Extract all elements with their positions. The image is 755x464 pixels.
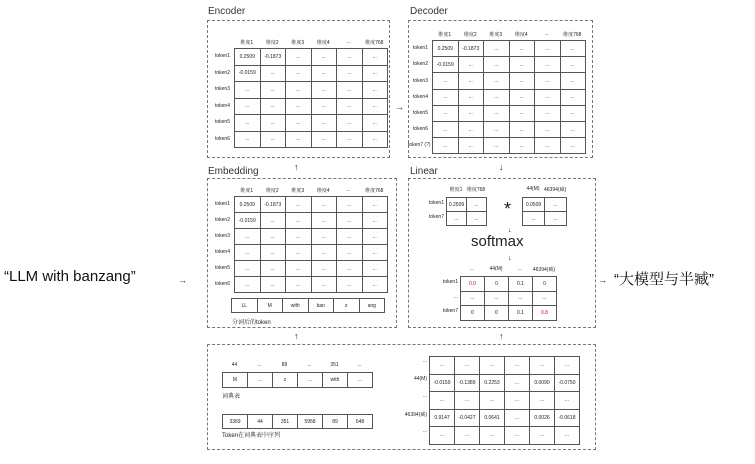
matrix-cell: ... — [555, 427, 580, 445]
embedding-cell: ... — [362, 229, 388, 245]
decoder-cell: ... — [484, 57, 510, 73]
encoder-col-header: ... — [346, 39, 351, 45]
vocab-cell: with — [323, 373, 348, 388]
encoder-row — [235, 65, 388, 82]
sequence-caption: Token在词典表中序列 — [222, 433, 281, 439]
decoder-cell: ... — [433, 121, 459, 137]
decoder-cell: ... — [484, 89, 510, 105]
sequence-cell: 5958 — [298, 415, 323, 429]
embedding-cell: ... — [337, 245, 363, 261]
embedding-cell: ... — [337, 277, 363, 293]
decoder-col-header: 维度1 — [438, 32, 452, 38]
linear-right-cell: 0.0509 — [523, 198, 545, 212]
linear-title: Linear — [410, 166, 438, 177]
vocab-caption: 词典表 — [222, 394, 241, 400]
decoder-cell: ... — [509, 105, 535, 121]
result-header: 46394(臧) — [532, 267, 556, 273]
input-arrow: → — [178, 275, 187, 285]
linear-right-header: 46394(臧) — [544, 187, 567, 193]
decoder-cell: ... — [560, 41, 586, 57]
embedding-row-label: token4 — [214, 249, 230, 255]
linear-left-row-label: token1 — [428, 200, 444, 206]
linear-left-cell: ... — [467, 212, 487, 226]
embedding-col-header: 维度768 — [365, 188, 384, 194]
encoder-cell: ... — [260, 131, 286, 148]
decoder-cell: ... — [535, 57, 561, 73]
result-cell: 0.1 — [509, 277, 533, 292]
encoder-row — [235, 98, 388, 115]
decoder-row-label: token5 — [412, 109, 428, 116]
embedding-cell: ... — [311, 229, 337, 245]
encoder-cell: ... — [286, 131, 312, 148]
encoder-cell: ... — [337, 131, 363, 148]
decoder-cell: ... — [560, 89, 586, 105]
result-cell: ... — [533, 291, 557, 306]
encoder-row-label: token5 — [214, 119, 230, 126]
encoder-cell: -0.1873 — [260, 49, 286, 66]
result-cell: ... — [461, 291, 485, 306]
decoder-row — [433, 73, 586, 89]
decoder-cell: ... — [535, 41, 561, 57]
encoder-cell: ... — [286, 98, 312, 115]
decoder-cell: ... — [509, 41, 535, 57]
encoder-to-decoder-arrow: → — [395, 102, 404, 112]
decoder-cell: ... — [484, 105, 510, 121]
embedding-cell: -0.1873 — [260, 197, 286, 213]
encoder-row-label: token2 — [214, 69, 230, 76]
embedding-cell: ... — [362, 261, 388, 277]
sequence-cell: 351 — [273, 415, 298, 429]
decoder-row-label: token6 — [412, 126, 428, 133]
decoder-row-label: token2 — [412, 61, 428, 68]
encoder-cell: -0.0159 — [235, 65, 261, 82]
decoder-cell: ... — [535, 73, 561, 89]
decoder-row — [433, 89, 586, 105]
decoder-cell: ... — [458, 73, 484, 89]
linear-left-table — [446, 197, 487, 226]
encoder-cell: ... — [337, 115, 363, 132]
result-cell: 0.0 — [461, 277, 485, 292]
matrix-row-label: 44(M) — [413, 375, 427, 382]
token-cell: with — [283, 299, 309, 313]
embedding-col-header: 维度2 — [265, 188, 279, 194]
encoder-cell: ... — [362, 131, 388, 148]
embedding-row-label: token1 — [214, 201, 230, 207]
encoder-cell: ... — [260, 115, 286, 132]
embedding-row — [235, 229, 388, 245]
vocab-index: 89 — [281, 362, 288, 368]
decoder-table — [432, 40, 586, 154]
decoder-row-label: token7 (?) — [408, 142, 431, 149]
matrix-cell: ... — [505, 357, 530, 375]
linear-right-cell: ... — [545, 198, 567, 212]
embedding-row-label: token6 — [214, 281, 230, 287]
linear-left-row-label: token7 — [428, 214, 444, 220]
output-text: “大模型与半臧” — [614, 271, 714, 288]
encoder-cell: ... — [311, 115, 337, 132]
encoder-title: Encoder — [208, 6, 246, 17]
decoder-row — [433, 121, 586, 137]
embedding-matrix-table — [429, 356, 580, 445]
embedding-cell: ... — [235, 277, 261, 293]
decoder-cell: ... — [560, 121, 586, 137]
encoder-row-label: token1 — [214, 53, 230, 60]
encoder-cell: ... — [362, 49, 388, 66]
matrix-cell: ... — [505, 427, 530, 445]
down-arrow-2: ↓ — [508, 255, 512, 262]
matrix-cell: ... — [480, 357, 505, 375]
matrix-cell: ... — [455, 392, 480, 410]
tokens-caption: 分词后的token — [232, 320, 271, 326]
decoder-cell: ... — [560, 73, 586, 89]
decoder-to-linear-arrow: ↓ — [499, 162, 504, 172]
encoder-cell: ... — [337, 98, 363, 115]
decoder-cell: ... — [433, 89, 459, 105]
embedding-cell: ... — [362, 213, 388, 229]
linear-left-cell: ... — [467, 198, 487, 212]
result-cell: 0 — [461, 306, 485, 321]
result-table — [460, 276, 557, 321]
matrix-cell: 0.2253 — [480, 374, 505, 392]
sequence-cell: 648 — [348, 415, 373, 429]
embedding-cell: ... — [362, 197, 388, 213]
matrix-cell: 0.0026 — [530, 409, 555, 427]
vocab-to-embedding-arrow: ↑ — [294, 331, 299, 341]
linear-right-table — [522, 197, 567, 226]
embedding-row — [235, 261, 388, 277]
sequence-cell: 44 — [248, 415, 273, 429]
result-cell: 0 — [485, 277, 509, 292]
embedding-cell: ... — [311, 197, 337, 213]
matrix-cell: ... — [430, 357, 455, 375]
decoder-cell: ... — [484, 73, 510, 89]
decoder-col-header: 维度2 — [463, 32, 477, 38]
decoder-row — [433, 41, 586, 57]
vocab-index: 351 — [330, 362, 339, 368]
vocab-index: ... — [257, 362, 262, 368]
decoder-cell: ... — [458, 89, 484, 105]
matrix-cell: 0.0641 — [480, 409, 505, 427]
decoder-col-header: ... — [544, 31, 549, 37]
token-cell: LL — [232, 299, 258, 313]
embedding-to-encoder-arrow: ↑ — [294, 162, 299, 172]
matrix-cell: ... — [430, 392, 455, 410]
decoder-title: Decoder — [410, 6, 448, 17]
encoder-cell: ... — [260, 82, 286, 99]
output-arrow: → — [598, 275, 607, 285]
vocab-cell: M — [223, 373, 248, 388]
embedding-cell: ... — [337, 213, 363, 229]
vocab-cell: ... — [348, 373, 373, 388]
token-cell: ban — [308, 299, 334, 313]
decoder-row-label: token1 — [412, 45, 428, 52]
encoder-cell: ... — [286, 115, 312, 132]
embedding-cell: ... — [286, 261, 312, 277]
decoder-row-label: token3 — [412, 77, 428, 84]
matrix-cell: -0.0159 — [430, 374, 455, 392]
embedding-cell: ... — [286, 277, 312, 293]
linear-left-cell: ... — [447, 212, 467, 226]
result-cell: 0.8 — [533, 306, 557, 321]
embedding-col-header: ... — [346, 187, 351, 193]
decoder-cell: ... — [484, 138, 510, 154]
decoder-cell: ... — [458, 121, 484, 137]
embedding-tokens-table — [231, 298, 385, 313]
encoder-cell: ... — [337, 65, 363, 82]
linear-left-header: 维度768 — [466, 187, 486, 193]
embedding-row-label: token5 — [214, 265, 230, 271]
matrix-cell: 0.0090 — [530, 374, 555, 392]
decoder-cell: ... — [509, 138, 535, 154]
decoder-row — [433, 57, 586, 73]
decoder-cell: ... — [535, 105, 561, 121]
decoder-cell: ... — [458, 57, 484, 73]
matrix-cell: -0.1389 — [455, 374, 480, 392]
encoder-cell: ... — [311, 49, 337, 66]
encoder-col-header: 维度2 — [265, 40, 279, 46]
encoder-cell: ... — [260, 98, 286, 115]
matrix-cell: ... — [555, 392, 580, 410]
vocab-index: ... — [307, 362, 312, 368]
encoder-cell: ... — [235, 98, 261, 115]
encoder-cell: ... — [311, 65, 337, 82]
embedding-cell: ... — [235, 245, 261, 261]
embedding-title: Embedding — [208, 166, 259, 177]
embedding-cell: ... — [311, 245, 337, 261]
embedding-cell: ... — [337, 261, 363, 277]
decoder-cell: ... — [509, 73, 535, 89]
linear-left-header: 维度1 — [449, 187, 463, 193]
result-cell: ... — [509, 291, 533, 306]
embedding-cell: ... — [286, 229, 312, 245]
embedding-cell: ... — [260, 245, 286, 261]
encoder-cell: 0.2509 — [235, 49, 261, 66]
embedding-cell: ... — [260, 277, 286, 293]
encoder-col-header: 维度4 — [316, 40, 330, 46]
embedding-cell: ... — [311, 213, 337, 229]
encoder-col-header: 维度3 — [291, 40, 305, 46]
encoder-cell: ... — [362, 65, 388, 82]
embedding-cell: ... — [286, 213, 312, 229]
embedding-cell: ... — [286, 197, 312, 213]
softmax-label: softmax — [471, 233, 524, 250]
embedding-col-header: 维度4 — [316, 188, 330, 194]
embedding-row — [235, 277, 388, 293]
linear-right-cell: ... — [545, 212, 567, 226]
encoder-cell: ... — [362, 82, 388, 99]
linear-right-cell: ... — [523, 212, 545, 226]
result-cell: 0.1 — [509, 306, 533, 321]
linear-right-header: 44(M) — [526, 186, 540, 192]
matrix-cell: -0.0618 — [555, 409, 580, 427]
embedding-row — [235, 213, 388, 229]
embedding-row — [235, 197, 388, 213]
embedding-cell: ... — [235, 261, 261, 277]
encoder-row-label: token4 — [214, 102, 230, 109]
embedding-cell: ... — [260, 261, 286, 277]
matrix-cell: ... — [505, 374, 530, 392]
embedding-row — [235, 245, 388, 261]
encoder-cell: ... — [311, 98, 337, 115]
encoder-cell: ... — [260, 65, 286, 82]
encoder-col-header: 维度1 — [240, 40, 254, 46]
multiply-symbol: * — [504, 199, 512, 219]
matrix-cell: ... — [530, 392, 555, 410]
encoder-row — [235, 82, 388, 99]
encoder-cell: ... — [235, 131, 261, 148]
matrix-cell: -0.0750 — [555, 374, 580, 392]
token-cell: M — [257, 299, 283, 313]
matrix-cell: ... — [505, 409, 530, 427]
decoder-row — [433, 138, 586, 154]
encoder-cell: ... — [311, 131, 337, 148]
matrix-cell: -0.0427 — [455, 409, 480, 427]
decoder-cell: 0.2509 — [433, 41, 459, 57]
result-header: ... — [469, 266, 475, 272]
decoder-col-header: 维度3 — [489, 32, 503, 38]
embedding-cell: ... — [235, 229, 261, 245]
encoder-cell: ... — [362, 115, 388, 132]
encoder-cell: ... — [286, 65, 312, 82]
encoder-cell: ... — [311, 82, 337, 99]
matrix-row-label: ... — [422, 393, 427, 399]
decoder-cell: ... — [433, 138, 459, 154]
sequence-cell: 89 — [323, 415, 348, 429]
vocab-index: 44 — [231, 362, 238, 368]
decoder-cell: ... — [560, 57, 586, 73]
decoder-row-label: token4 — [412, 93, 428, 100]
vocab-cell: ... — [248, 373, 273, 388]
encoder-row — [235, 49, 388, 66]
embedding-cell: -0.0159 — [235, 213, 261, 229]
down-arrow-1: ↓ — [508, 227, 512, 234]
vocab-index: ... — [357, 362, 362, 368]
embedding-cell: ... — [260, 229, 286, 245]
decoder-cell: ... — [433, 105, 459, 121]
decoder-cell: -0.0159 — [433, 57, 459, 73]
embedding-cell: ... — [362, 245, 388, 261]
decoder-cell: ... — [509, 89, 535, 105]
decoder-cell: -0.1873 — [458, 41, 484, 57]
vocab-cell: z — [273, 373, 298, 388]
embedding-cell: ... — [260, 213, 286, 229]
vocab-cell: ... — [298, 373, 323, 388]
decoder-row — [433, 105, 586, 121]
encoder-cell: ... — [235, 115, 261, 132]
encoder-cell: ... — [235, 82, 261, 99]
matrix-cell: ... — [480, 427, 505, 445]
encoder-table — [234, 48, 388, 148]
embedding-cell: ... — [311, 261, 337, 277]
encoder-col-header: 维度768 — [365, 40, 384, 46]
input-text: “LLM with banzang” — [4, 268, 136, 285]
decoder-col-header: 维度768 — [563, 32, 582, 38]
matrix-row-label: ... — [422, 428, 427, 434]
decoder-cell: ... — [509, 121, 535, 137]
matrix-cell: ... — [480, 392, 505, 410]
sequence-cell: 3369 — [223, 415, 248, 429]
vocab-table — [222, 372, 373, 388]
matrix-cell: ... — [430, 427, 455, 445]
encoder-row — [235, 131, 388, 148]
result-row-label: token1 — [442, 279, 458, 285]
result-header: 44(M) — [489, 266, 503, 272]
matrix-row-label: 46394(臧) — [404, 411, 427, 418]
matrix-cell: ... — [505, 392, 530, 410]
encoder-row-label: token3 — [214, 86, 230, 93]
encoder-cell: ... — [286, 82, 312, 99]
result-row-label: ... — [453, 293, 458, 300]
encoder-cell: ... — [286, 49, 312, 66]
embedding-cell: ... — [311, 277, 337, 293]
decoder-cell: ... — [535, 89, 561, 105]
result-header: ... — [517, 266, 523, 272]
embedding-cell: ... — [362, 277, 388, 293]
result-cell: ... — [485, 291, 509, 306]
embedding-row-label: token3 — [214, 233, 230, 239]
decoder-cell: ... — [458, 105, 484, 121]
embedding-cell: ... — [286, 245, 312, 261]
matrix-row-label: ... — [422, 358, 427, 364]
decoder-cell: ... — [484, 41, 510, 57]
sequence-table — [222, 414, 373, 429]
embedding-cell: 0.2509 — [235, 197, 261, 213]
decoder-cell: ... — [535, 138, 561, 154]
embedding-col-header: 维度3 — [291, 188, 305, 194]
decoder-col-header: 维度4 — [514, 32, 528, 38]
matrix-cell: ... — [555, 357, 580, 375]
matrix-cell: ... — [455, 357, 480, 375]
vocab-to-linear-arrow: ↑ — [499, 331, 504, 341]
decoder-cell: ... — [560, 105, 586, 121]
embedding-cell: ... — [337, 197, 363, 213]
decoder-cell: ... — [560, 138, 586, 154]
decoder-cell: ... — [509, 57, 535, 73]
result-cell: 0 — [533, 277, 557, 292]
encoder-row-label: token6 — [214, 135, 230, 142]
encoder-cell: ... — [337, 82, 363, 99]
encoder-cell: ... — [337, 49, 363, 66]
embedding-cell: ... — [337, 229, 363, 245]
decoder-cell: ... — [484, 121, 510, 137]
token-cell: z — [334, 299, 360, 313]
encoder-row — [235, 115, 388, 132]
matrix-cell: 0.9147 — [430, 409, 455, 427]
token-cell: ang — [359, 299, 385, 313]
embedding-row-label: token2 — [214, 217, 230, 223]
decoder-cell: ... — [433, 73, 459, 89]
matrix-cell: ... — [455, 427, 480, 445]
result-cell: 0 — [485, 306, 509, 321]
result-row-label: token7 — [442, 308, 458, 314]
linear-left-cell: 0.2509 — [447, 198, 467, 212]
decoder-cell: ... — [535, 121, 561, 137]
matrix-cell: ... — [530, 357, 555, 375]
decoder-cell: ... — [458, 138, 484, 154]
encoder-cell: ... — [362, 98, 388, 115]
embedding-table — [234, 196, 388, 293]
embedding-col-header: 维度1 — [240, 188, 254, 194]
matrix-cell: ... — [530, 427, 555, 445]
